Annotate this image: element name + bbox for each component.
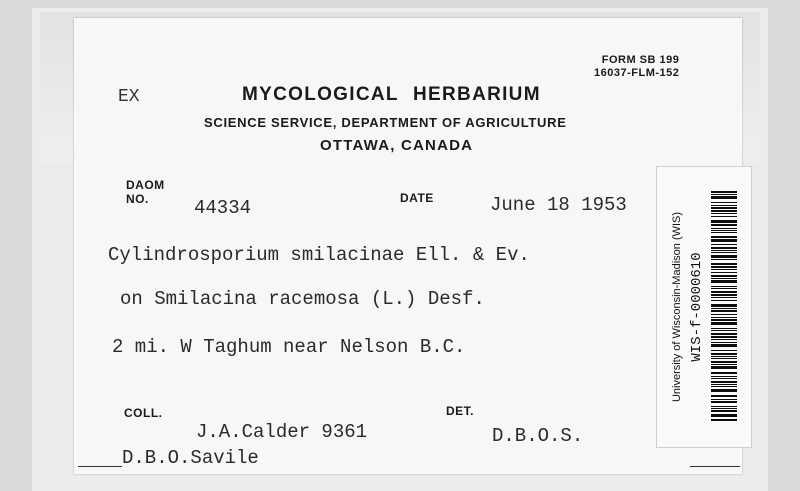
barcode-stripe	[711, 216, 737, 217]
barcode-stripe	[711, 356, 737, 357]
barcode-stripe	[711, 228, 737, 229]
barcode-stripe	[711, 310, 737, 312]
barcode-stripe	[711, 314, 737, 315]
barcode-stripe	[711, 358, 737, 359]
barcode-stripe	[711, 419, 737, 421]
second-collector: D.B.O.Savile	[122, 447, 259, 469]
barcode-stripe	[711, 410, 737, 412]
barcode-stripe	[711, 288, 737, 289]
barcode-stripe	[711, 236, 737, 238]
barcode-stripe	[711, 230, 737, 231]
daom-caption-line2: NO.	[126, 192, 149, 206]
herbarium-title: MYCOLOGICAL HERBARIUM	[242, 84, 541, 105]
barcode-stripe	[711, 353, 737, 355]
institution-name: University of Wisconsin-Madison (WIS)	[671, 211, 683, 403]
barcode-stripe	[711, 294, 737, 296]
herbarium-location: OTTAWA, CANADA	[320, 137, 474, 154]
barcode-stripe	[711, 378, 737, 379]
barcode-stripe	[711, 263, 737, 265]
date-value: June 18 1953	[490, 194, 627, 216]
determiner: D.B.O.S.	[492, 425, 584, 447]
barcode-stripe	[711, 364, 737, 365]
barcode-stripe	[711, 207, 737, 209]
collector: J.A.Calder 9361	[196, 421, 368, 443]
barcode-stripe	[711, 408, 737, 409]
barcode-stripe	[711, 232, 737, 233]
barcode-stripe	[711, 250, 737, 251]
barcode-stripe	[711, 255, 737, 258]
collector-caption: COLL.	[124, 406, 163, 420]
barcode-stripe	[711, 399, 737, 400]
barcode-stripe	[711, 275, 737, 277]
accession-number: 44334	[194, 197, 252, 219]
barcode-stripe	[711, 414, 737, 417]
barcode-stripe	[711, 339, 737, 340]
barcode-stripe	[711, 278, 737, 279]
barcode-stripe	[711, 205, 737, 206]
barcode-stripe	[711, 259, 737, 260]
barcode-stripe	[711, 384, 737, 385]
barcode-stripe	[711, 269, 737, 270]
barcode-stripe	[711, 297, 737, 298]
ex-stamp: EX	[118, 87, 140, 107]
barcode-stripe	[711, 224, 737, 226]
host-name: on Smilacina racemosa (L.) Desf.	[120, 288, 485, 310]
date-caption: DATE	[400, 191, 434, 205]
barcode-bars	[711, 191, 737, 421]
underline-left	[78, 466, 122, 467]
form-number-line1: FORM SB 199	[601, 54, 680, 66]
barcode-stripe	[711, 304, 737, 307]
catalog-number: WIS-f-0000610	[689, 252, 705, 362]
barcode-stripe	[711, 406, 737, 407]
barcode-stripe	[711, 330, 737, 331]
barcode-stripe	[711, 252, 737, 253]
barcode-stripe	[711, 308, 737, 309]
barcode-stripe	[711, 372, 737, 374]
species-name: Cylindrosporium smilacinae Ell. & Ev.	[108, 244, 530, 266]
barcode-stripe	[711, 210, 737, 212]
barcode-stripe	[711, 286, 737, 287]
barcode-stripe	[711, 395, 737, 397]
barcode-stripe	[711, 333, 737, 335]
barcode-stripe	[711, 272, 737, 273]
barcode-stripe	[711, 317, 737, 318]
barcode-stripe	[711, 366, 737, 369]
barcode-stripe	[711, 401, 737, 403]
form-number	[594, 54, 679, 80]
barcode-stripe	[711, 291, 737, 293]
barcode-stripe	[711, 191, 737, 193]
barcode-stripe	[711, 350, 737, 351]
daom-caption	[126, 178, 165, 206]
barcode-stripe	[711, 213, 737, 214]
barcode-stripe	[711, 342, 737, 343]
barcode-stripe	[711, 328, 737, 329]
form-number-line2: 16037-FLM-152	[594, 67, 680, 79]
barcode-stripe	[711, 300, 737, 301]
barcode-stripe	[711, 266, 737, 268]
barcode-stripe	[711, 344, 737, 347]
barcode-stripe	[711, 389, 737, 392]
barcode-stripe	[711, 239, 737, 242]
barcode-stripe	[711, 381, 737, 383]
barcode-stripe	[711, 376, 737, 377]
barcode-stripe	[711, 194, 737, 195]
barcode-stripe	[711, 280, 737, 283]
herbarium-subtitle: SCIENCE SERVICE, DEPARTMENT OF AGRICULTURE	[204, 115, 567, 130]
barcode-stripe	[711, 244, 737, 245]
barcode-stripe	[711, 386, 737, 387]
barcode-stripe	[711, 319, 737, 321]
underline-right	[690, 466, 740, 467]
daom-caption-line1: DAOM	[126, 178, 165, 192]
barcode-stripe	[711, 336, 737, 338]
barcode-stripe	[711, 247, 737, 249]
locality: 2 mi. W Taghum near Nelson B.C.	[112, 336, 466, 358]
barcode-stripe	[711, 220, 737, 223]
barcode-stripe	[711, 322, 737, 325]
barcode-stripe	[711, 202, 737, 203]
barcode-stripe	[711, 361, 737, 363]
barcode-stripe	[711, 196, 737, 199]
determiner-caption: DET.	[446, 404, 475, 418]
barcode-label	[656, 166, 752, 448]
